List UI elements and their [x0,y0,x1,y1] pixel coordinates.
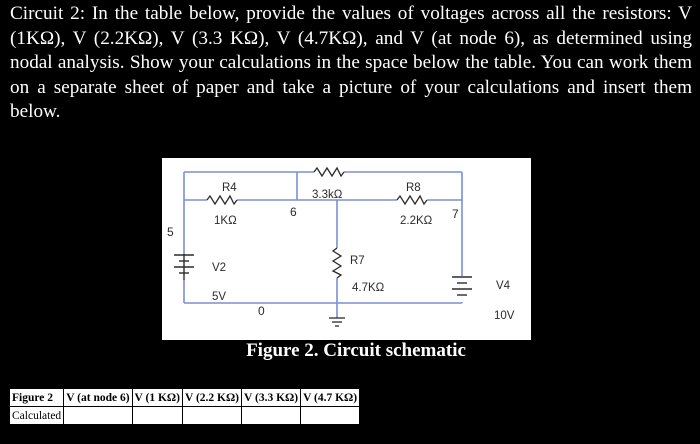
node-6-label: 6 [290,205,297,219]
row-label-cell: Calculated [10,407,64,425]
header-cell: Figure 2 [10,389,64,407]
circuit-schematic [162,158,531,340]
r7-label: R7 [350,255,365,267]
r4-label: R4 [222,182,237,194]
value-cell[interactable] [182,407,241,425]
value-cell[interactable] [132,407,182,425]
value-cell[interactable] [64,407,132,425]
r4-resistor [207,196,237,204]
node-5-label: 5 [167,225,174,239]
v2-label: V2 [212,262,227,274]
instructions-text: Circuit 2: In the table below, provide the values of voltages across all the resistors: V (1KΩ), V (2.2KΩ), V (3.3 KΩ), V (4.7KΩ), and V (at node 6), as determined using nodal analysis. Show your calculations in the space below the table. You can work them on a separate sheet of paper and take a picture of your calculations and insert them below. [10,3,692,122]
v4-label: V4 [496,280,511,292]
header-cell: V (at node 6) [64,389,132,407]
table-header-row [10,389,360,407]
node-0-label: 0 [258,304,265,318]
value-cell[interactable] [242,407,301,425]
r-top-resistor [314,168,344,176]
v4-value: 10V [494,310,515,322]
r7-value: 4.7KΩ [352,282,385,294]
r8-value: 2.2KΩ [400,215,433,227]
r-top-value: 3.3kΩ [312,189,343,201]
figure-caption: Figure 2. Circuit schematic [246,340,466,361]
v2-battery-icon [174,254,194,280]
node-7-label: 7 [452,207,459,221]
v4-battery-icon [452,277,472,295]
r8-resistor [397,196,427,204]
schematic-drawing [162,158,531,340]
header-cell: V (1 KΩ) [132,389,182,407]
v2-value: 5V [212,291,227,303]
value-cell[interactable] [301,407,360,425]
table-row [10,407,360,425]
header-cell: V (3.3 KΩ) [242,389,301,407]
header-cell: V (4.7 KΩ) [301,389,360,407]
ground-icon [329,318,345,326]
r7-resistor [333,248,341,278]
r8-label: R8 [406,182,421,194]
results-table [9,388,360,425]
r4-value: 1KΩ [214,215,237,227]
header-cell: V (2.2 KΩ) [182,389,241,407]
